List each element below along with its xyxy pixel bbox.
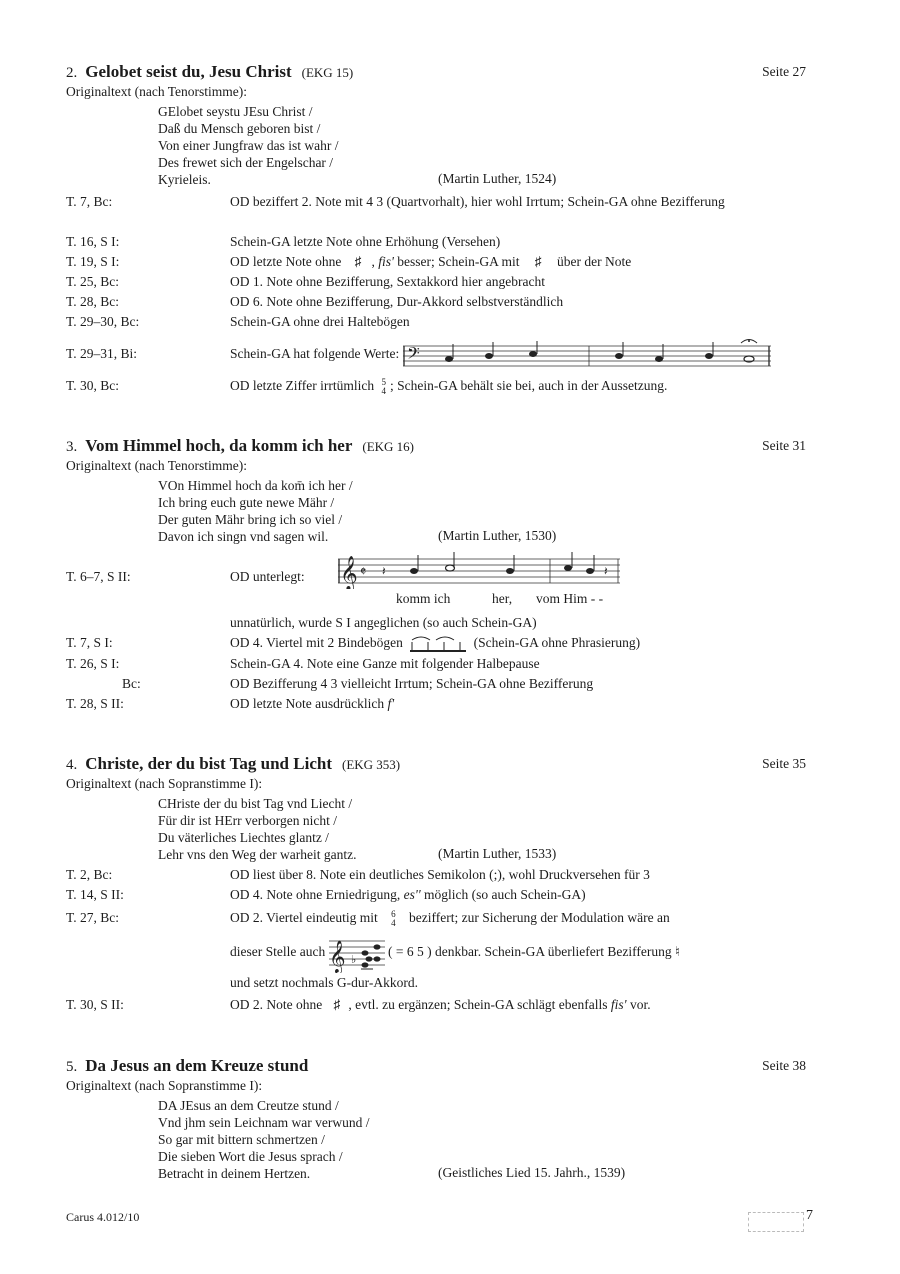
- verse-source: (Martin Luther, 1533): [438, 846, 557, 861]
- sharp-icon: ♯: [333, 997, 341, 1012]
- beamed-notes-icon: [406, 634, 470, 654]
- svg-text:♭: ♭: [350, 953, 356, 966]
- verse-source: (Martin Luther, 1524): [438, 171, 557, 186]
- note-row: [66, 885, 810, 905]
- note-text: [230, 905, 810, 931]
- section-header: [66, 62, 810, 86]
- note-text: [230, 332, 810, 376]
- sharp-icon: ♯: [534, 254, 542, 269]
- note-label: T. 28, S II:: [66, 695, 124, 711]
- notes-list: [66, 549, 810, 714]
- svg-text:𝄽: 𝄽: [382, 564, 386, 578]
- note-label: T. 7, S I:: [66, 635, 113, 650]
- note-label: T. 29–31, Bi:: [66, 346, 138, 361]
- verse-line: CHriste der du bist Tag vnd Liecht /: [158, 796, 353, 811]
- figure-top: 6: [391, 908, 396, 919]
- note-text-d: über der Note: [556, 254, 632, 269]
- note-label: T. 16, S I:: [66, 234, 120, 249]
- note-row: [66, 292, 810, 312]
- note-text: OD Bezifferung 4 3 vielleicht Irrtum; Schein-GA ohne Bezifferung: [230, 675, 594, 691]
- note-row: [66, 252, 810, 272]
- figured-bass: [381, 378, 386, 396]
- note-text: [230, 995, 810, 1015]
- section-header: [66, 436, 810, 460]
- page-number: 7: [806, 1208, 813, 1223]
- svg-text:𝄽: 𝄽: [604, 564, 608, 578]
- pitch-f: f': [387, 695, 395, 711]
- note-row: [66, 865, 810, 885]
- figured-bass: [391, 910, 396, 928]
- verse-line: Daß du Mensch geboren bist /: [158, 121, 321, 136]
- verse-block: [66, 1097, 810, 1182]
- note-row: [66, 674, 810, 694]
- note-text-a: OD letzte Note ohne: [230, 254, 342, 269]
- section-number: 4.: [66, 757, 78, 773]
- note-label: T. 27, Bc:: [66, 910, 119, 925]
- note-row: [66, 549, 810, 613]
- note-text-b: (Schein-GA ohne Phrasierung): [473, 635, 641, 650]
- note-text-c: besser; Schein-GA mit: [397, 254, 520, 269]
- note-text-b: , evtl. zu ergänzen; Schein-GA schlägt ebenfalls: [348, 997, 608, 1012]
- verse-source: (Martin Luther, 1530): [438, 528, 557, 543]
- verse-line: Ich bring euch gute newe Mähr /: [158, 495, 335, 510]
- verse-line: Du väterliches Liechtes glantz /: [158, 830, 329, 845]
- notes-list: [66, 865, 810, 1015]
- verse-line: Für dir ist HErr verborgen nicht /: [158, 813, 337, 828]
- note-text-b: möglich (so auch Schein-GA): [424, 887, 586, 902]
- note-text-a: dieser Stelle auch: [230, 944, 326, 959]
- ekg-reference: (EKG 353): [341, 757, 401, 772]
- pitch-fis: fis': [378, 254, 394, 269]
- note-label: T. 7, Bc:: [66, 194, 113, 209]
- note-label: T. 2, Bc:: [66, 867, 113, 882]
- verse-line: Die sieben Wort die Jesus sprach /: [158, 1149, 343, 1164]
- note-text: OD 1. Note ohne Bezifferung, Sextakkord hier angebracht: [230, 274, 546, 289]
- note-text: [230, 376, 810, 396]
- verse-line: Vnd jhm sein Leichnam war verwund /: [158, 1115, 370, 1130]
- note-row: [66, 272, 810, 292]
- section-title: Christe, der du bist Tag und Licht: [85, 754, 332, 773]
- note-text-b: beziffert; zur Sicherung der Modulation wäre an: [409, 910, 670, 925]
- note-text: [230, 694, 810, 714]
- treble-staff-excerpt: [338, 549, 620, 589]
- note-row: [66, 905, 810, 931]
- note-text-a: Schein-GA hat folgende Werte:: [230, 346, 400, 361]
- page-reference: Seite 31: [762, 438, 806, 453]
- verse-block: [66, 103, 810, 188]
- note-text: Schein-GA letzte Note ohne Erhöhung (Versehen): [230, 234, 501, 249]
- note-row: [66, 633, 810, 654]
- note-text: Schein-GA ohne drei Haltebögen: [230, 314, 410, 329]
- note-text-a: OD unterlegt:: [230, 569, 305, 584]
- figure-bottom: 4: [391, 917, 396, 928]
- note-label: T. 26, S I:: [66, 655, 120, 671]
- figure-bottom: 4: [381, 385, 386, 396]
- page-reference: Seite 38: [762, 1058, 806, 1073]
- note-label: T. 14, S II:: [66, 887, 124, 902]
- note-text: [230, 252, 810, 272]
- section-5: [66, 1056, 810, 1182]
- verse-line: Lehr vns den Weg der warheit gantz.: [158, 847, 357, 862]
- note-row: [66, 332, 810, 376]
- chord-staff-excerpt: [329, 933, 385, 973]
- note-label: T. 30, S II:: [66, 997, 124, 1012]
- note-text: [230, 885, 810, 905]
- svg-text:𝄞: 𝄞: [340, 557, 358, 589]
- note-label: T. 25, Bc:: [66, 274, 119, 289]
- section-number: 3.: [66, 439, 78, 455]
- lyric-syllable: vom Him - -: [536, 591, 604, 606]
- note-text-c: vor.: [629, 997, 651, 1012]
- verse-line: DA JEsus an dem Creutze stund /: [158, 1098, 339, 1113]
- page-reference: Seite 27: [762, 64, 806, 79]
- note-text-a: OD 2. Note ohne: [230, 997, 323, 1012]
- note-text-b: denkbar. Schein-GA überliefert Bezifferung ♮: [434, 944, 680, 959]
- ekg-reference: (EKG 15): [301, 65, 354, 80]
- bass-staff-excerpt: [403, 338, 771, 372]
- verse-line: Von einer Jungfraw das ist wahr /: [158, 138, 339, 153]
- note-row: [66, 232, 810, 252]
- footer-placeholder-box: [748, 1212, 804, 1232]
- section-title: Gelobet seist du, Jesu Christ: [85, 62, 292, 81]
- verse-line: Der guten Mähr bring ich so viel /: [158, 512, 343, 527]
- ekg-reference: (EKG 16): [362, 439, 415, 454]
- page-reference: Seite 35: [762, 756, 806, 771]
- note-label: Bc:: [122, 675, 141, 691]
- pitch-es: es'': [403, 887, 421, 902]
- verse-source: (Geistliches Lied 15. Jahrh., 1539): [438, 1165, 626, 1180]
- figure-top: 5: [381, 376, 386, 387]
- note-text: [230, 931, 810, 973]
- note-text-a: OD letzte Ziffer irrtümlich: [230, 378, 375, 393]
- note-paren: ( = 6 5 ): [387, 944, 432, 959]
- section-3: [66, 436, 810, 714]
- note-text: [230, 633, 810, 654]
- svg-text:𝄞: 𝄞: [328, 941, 346, 973]
- svg-text:𝄵: 𝄵: [360, 565, 367, 580]
- note-row: [66, 192, 810, 232]
- note-text: OD 6. Note ohne Bezifferung, Dur-Akkord selbstverständlich: [230, 294, 564, 309]
- section-title: Vom Himmel hoch, da komm ich her: [85, 436, 353, 455]
- lyric-syllable: her,: [492, 591, 513, 606]
- note-row: [66, 973, 810, 993]
- pitch-fis: fis': [610, 997, 627, 1012]
- note-row: [66, 931, 810, 973]
- verse-line: VOn Himmel hoch da kom̄ ich her /: [158, 478, 353, 493]
- section-header: [66, 1056, 810, 1080]
- note-row: [66, 613, 810, 633]
- section-title: Da Jesus an dem Kreuze stund: [85, 1056, 309, 1075]
- note-text-a: OD 4. Note ohne Erniedrigung,: [230, 887, 401, 902]
- section-number: 2.: [66, 65, 78, 81]
- section-number: 5.: [66, 1059, 78, 1075]
- note-label: T. 28, Bc:: [66, 294, 119, 309]
- section-4: [66, 754, 810, 1015]
- note-row: [66, 654, 810, 674]
- verse-line: So gar mit bittern schmertzen /: [158, 1132, 325, 1147]
- note-label: T. 29–30, Bc:: [66, 314, 140, 329]
- verse-line: Des frewet sich der Engelschar /: [158, 155, 334, 170]
- orig-label: Originaltext (nach Sopranstimme I):: [66, 1078, 263, 1093]
- note-label: T. 30, Bc:: [66, 378, 119, 393]
- orig-label: Originaltext (nach Tenorstimme):: [66, 84, 248, 99]
- section-2: [66, 62, 810, 396]
- note-row: [66, 995, 810, 1015]
- note-label: T. 19, S I:: [66, 254, 120, 269]
- verse-block: [66, 795, 810, 863]
- note-text-a: OD 4. Viertel mit 2 Bindebögen: [230, 635, 403, 650]
- svg-text:𝄢: 𝄢: [406, 344, 420, 367]
- note-text-a: OD 2. Viertel eindeutig mit: [230, 910, 378, 925]
- note-text: unnatürlich, wurde S I angeglichen (so auch Schein-GA): [230, 615, 537, 630]
- note-text-b: ; Schein-GA behält sie bei, auch in der Aussetzung.: [389, 378, 668, 393]
- orig-label: Originaltext (nach Sopranstimme I):: [66, 776, 263, 791]
- note-row: [66, 312, 810, 332]
- note-text: OD beziffert 2. Note mit 4 3 (Quartvorhalt), hier wohl Irrtum; Schein-GA ohne Bezifferung: [230, 194, 725, 209]
- note-text-a: OD letzte Note ausdrücklich: [230, 695, 385, 711]
- verse-line: Davon ich singn vnd sagen wil.: [158, 529, 329, 544]
- note-row: [66, 694, 810, 714]
- notes-list: [66, 192, 810, 396]
- orig-label: Originaltext (nach Tenorstimme):: [66, 458, 248, 473]
- footer-catalog: Carus 4.012/10: [66, 1210, 140, 1224]
- note-text: und setzt nochmals G-dur-Akkord.: [230, 975, 418, 990]
- verse-line: Kyrieleis.: [158, 172, 211, 187]
- note-label: T. 6–7, S II:: [66, 569, 131, 584]
- verse-block: [66, 477, 810, 545]
- sharp-icon: ♯: [354, 254, 362, 269]
- note-row: [66, 376, 810, 396]
- note-text: Schein-GA 4. Note eine Ganze mit folgender Halbepause: [230, 655, 540, 671]
- verse-line: GElobet seystu JEsu Christ /: [158, 104, 313, 119]
- verse-line: Betracht in deinem Hertzen.: [158, 1166, 311, 1181]
- note-text: OD liest über 8. Note ein deutliches Semikolon (;), wohl Druckversehen für 3: [230, 867, 650, 882]
- lyric-syllable: komm ich: [396, 591, 451, 606]
- note-text-b: ,: [371, 254, 375, 269]
- section-header: [66, 754, 810, 778]
